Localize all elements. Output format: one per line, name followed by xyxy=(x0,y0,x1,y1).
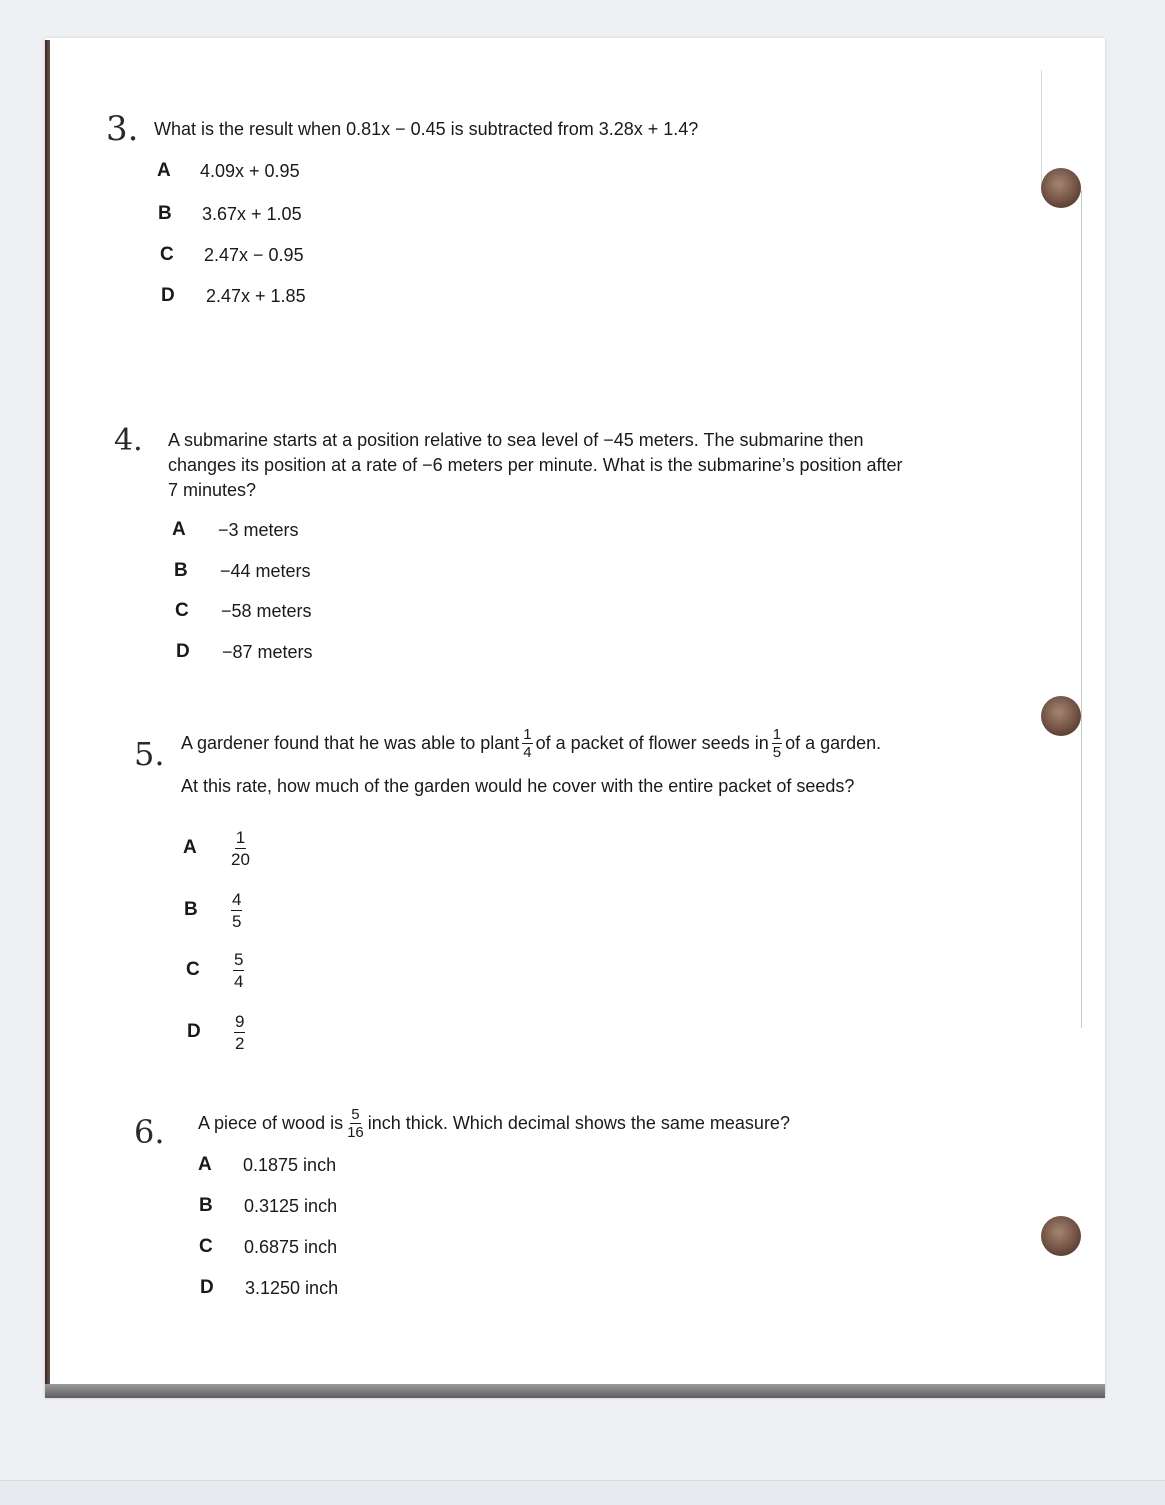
question-number: 3. xyxy=(106,109,139,149)
option-letter: A xyxy=(198,1154,212,1175)
question-text-line: A submarine starts at a position relative to sea level of −45 meters. The submarine then xyxy=(168,430,864,450)
worksheet-page xyxy=(45,38,1105,1398)
option-text: 4.09x + 0.95 xyxy=(200,160,300,181)
option-letter: C xyxy=(186,959,200,980)
answer-option[interactable] xyxy=(199,1236,337,1258)
question-text: What is the result when 0.81x − 0.45 is subtracted from 3.28x + 1.4? xyxy=(154,119,699,139)
option-text: 3.1250 inch xyxy=(245,1277,339,1298)
answer-option[interactable] xyxy=(187,1010,248,1054)
answer-option[interactable] xyxy=(157,160,300,182)
answer-option[interactable] xyxy=(198,1154,336,1176)
page-bottom-edge xyxy=(45,1384,1105,1398)
fraction-denominator: 5 xyxy=(772,743,782,761)
fraction-one-fifth xyxy=(772,727,782,760)
option-text: 0.6875 inch xyxy=(244,1236,338,1257)
option-text: −87 meters xyxy=(222,641,313,662)
option-letter: C xyxy=(160,244,174,265)
answer-option[interactable] xyxy=(176,641,313,663)
option-fraction xyxy=(231,890,242,931)
option-letter: A xyxy=(183,837,197,858)
option-letter: B xyxy=(174,560,188,581)
question-text-part: inch thick. Which decimal shows the same measure? xyxy=(367,1113,790,1133)
option-letter: D xyxy=(187,1021,201,1042)
viewer-bottom-bar xyxy=(0,1480,1165,1505)
answer-option[interactable] xyxy=(186,948,247,992)
fraction-numerator: 5 xyxy=(351,1105,360,1123)
option-letter: C xyxy=(199,1236,213,1257)
answer-option[interactable] xyxy=(175,600,312,622)
margin-line-top xyxy=(1041,70,1042,190)
fraction-denominator: 20 xyxy=(231,849,250,869)
option-letter: B xyxy=(184,899,198,920)
option-letter: D xyxy=(200,1277,214,1298)
option-text: 0.3125 inch xyxy=(244,1195,338,1216)
margin-line xyxy=(1081,190,1082,1028)
fraction-denominator: 4 xyxy=(523,743,532,761)
option-fraction xyxy=(233,950,244,991)
fraction-numerator: 9 xyxy=(235,1011,245,1031)
option-fraction xyxy=(234,1012,245,1053)
answer-option[interactable] xyxy=(160,244,304,266)
question-text-part: A piece of wood is xyxy=(198,1113,344,1133)
binder-hole-bottom xyxy=(1041,1216,1081,1256)
question-text-line xyxy=(181,723,881,763)
option-text: −3 meters xyxy=(218,519,299,540)
fraction-denominator: 16 xyxy=(347,1123,364,1141)
option-letter: A xyxy=(157,160,171,181)
fraction-numerator: 5 xyxy=(234,949,244,969)
option-fraction xyxy=(230,828,251,869)
option-text: −44 meters xyxy=(220,560,311,581)
answer-option[interactable] xyxy=(172,519,299,541)
answer-option[interactable] xyxy=(158,203,302,225)
option-letter: B xyxy=(199,1195,213,1216)
answer-option[interactable] xyxy=(174,560,311,582)
option-text: −58 meters xyxy=(221,600,312,621)
question-text-line: changes its position at a rate of −6 meters per minute. What is the submarine’s position after xyxy=(168,455,903,475)
fraction-numerator: 1 xyxy=(772,725,782,743)
question-number: 4. xyxy=(114,423,143,458)
option-text: 2.47x − 0.95 xyxy=(204,244,304,265)
question-number: 6. xyxy=(134,1113,165,1151)
question-text-part: of a packet of flower seeds in xyxy=(535,733,769,753)
answer-option[interactable] xyxy=(200,1277,338,1299)
question-text-part: A gardener found that he was able to plant xyxy=(181,733,520,753)
answer-option[interactable] xyxy=(184,888,245,932)
page-left-edge xyxy=(45,40,50,1398)
fraction-denominator: 4 xyxy=(234,971,244,991)
option-letter: D xyxy=(161,285,175,306)
question-text-line xyxy=(198,1102,790,1144)
option-letter: A xyxy=(172,519,186,540)
question-text-part: of a garden. xyxy=(785,733,882,753)
answer-option[interactable] xyxy=(161,285,306,307)
fraction-numerator: 1 xyxy=(235,827,246,847)
fraction-numerator: 1 xyxy=(523,725,532,743)
fraction-five-sixteenths xyxy=(346,1107,365,1140)
answer-option[interactable] xyxy=(199,1195,337,1217)
fraction-one-fourth xyxy=(522,727,532,760)
binder-hole-top xyxy=(1041,168,1081,208)
question-text-line: At this rate, how much of the garden would he cover with the entire packet of seeds? xyxy=(181,776,855,796)
option-letter: D xyxy=(176,641,190,662)
fraction-denominator: 2 xyxy=(235,1033,245,1053)
fraction-numerator: 4 xyxy=(232,889,242,909)
option-letter: C xyxy=(175,600,189,621)
binder-hole-middle xyxy=(1041,696,1081,736)
option-text: 2.47x + 1.85 xyxy=(206,285,306,306)
question-text-line: 7 minutes? xyxy=(168,480,257,500)
option-text: 3.67x + 1.05 xyxy=(202,203,302,224)
fraction-denominator: 5 xyxy=(232,911,242,931)
option-letter: B xyxy=(158,203,172,224)
question-number: 5. xyxy=(134,735,165,773)
option-text: 0.1875 inch xyxy=(243,1154,337,1175)
answer-option[interactable] xyxy=(183,826,254,870)
